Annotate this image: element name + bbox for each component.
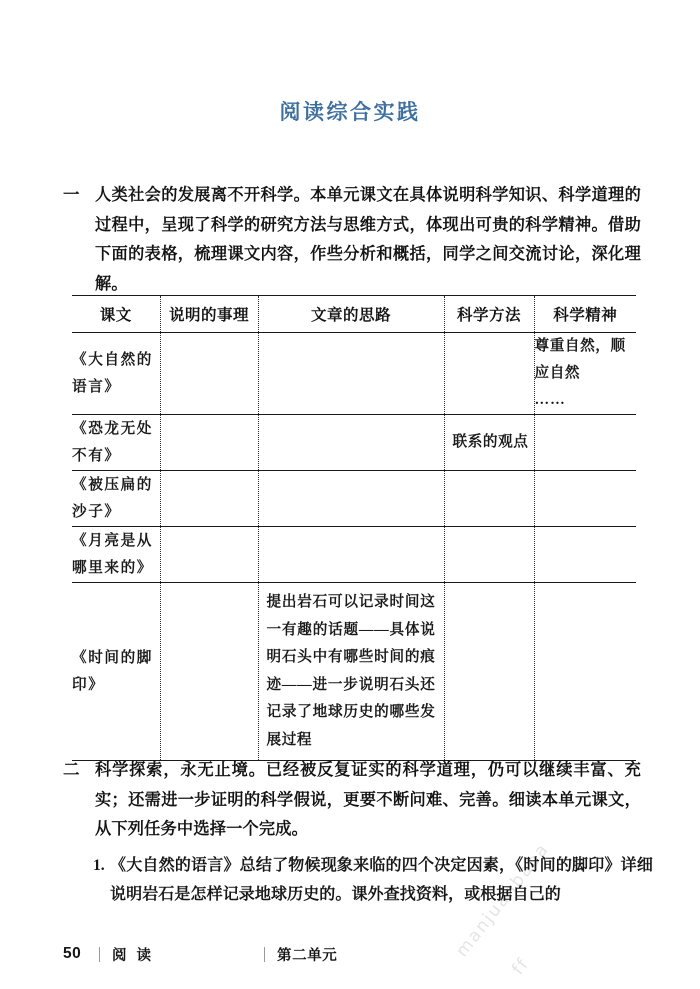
footer-divider-1 xyxy=(99,947,100,962)
task-item-1-marker: 1. xyxy=(93,857,105,874)
table-header-method: 科学方法 xyxy=(444,296,534,333)
cell-structure[interactable] xyxy=(258,527,444,583)
cell-structure[interactable] xyxy=(258,471,444,527)
cell-spirit[interactable] xyxy=(534,333,636,415)
page-title: 阅读综合实践 xyxy=(279,101,421,124)
table-header-lesson: 课文 xyxy=(72,296,160,333)
table-row xyxy=(72,415,636,471)
table-header-structure: 文章的思路 xyxy=(258,296,444,333)
cell-principle[interactable] xyxy=(160,415,258,471)
footer-divider-2 xyxy=(264,947,265,962)
cell-spirit[interactable] xyxy=(534,583,636,761)
cell-structure[interactable] xyxy=(258,333,444,415)
cell-method[interactable]: 联系的观点 xyxy=(444,415,534,471)
cell-method[interactable] xyxy=(444,527,534,583)
watermark-line-1: manjuanbaba xyxy=(452,839,554,961)
section-two-marker: 二 xyxy=(63,761,80,779)
cell-method[interactable] xyxy=(444,471,534,527)
table-header-spirit: 科学精神 xyxy=(534,296,636,333)
footer-section-label: 阅 读 xyxy=(112,947,155,964)
cell-principle[interactable] xyxy=(160,333,258,415)
section-one-marker: 一 xyxy=(63,186,80,204)
task-item-1-text: 《大自然的语言》总结了物候现象来临的四个决定因素，《时间的脚印》详细说明岩石是怎样记录地球历史的。课外查找资料，或根据自己的 xyxy=(110,857,653,903)
table-row xyxy=(72,527,636,583)
section-one xyxy=(63,181,641,299)
table-header-row xyxy=(72,296,636,333)
section-one-text: 人类社会的发展离不开科学。本单元课文在具体说明科学知识、科学道理的过程中，呈现了科学的研究方法与思维方式，体现出可贵的科学精神。借助下面的表格，梳理课文内容，作些分析和概括，同学之间交流讨论，深化理解。 xyxy=(95,186,641,293)
cell-lesson: 《大自然的语言》 xyxy=(72,333,160,415)
footer-unit-label: 第二单元 xyxy=(277,947,338,964)
cell-spirit[interactable] xyxy=(534,415,636,471)
cell-method[interactable] xyxy=(444,333,534,415)
cell-spirit-text: 尊重自然，顺应自然 xyxy=(534,338,626,381)
cell-spirit-ellipsis: …… xyxy=(534,392,566,408)
cell-lesson: 《月亮是从哪里来的》 xyxy=(72,527,160,583)
table-row xyxy=(72,471,636,527)
cell-spirit[interactable] xyxy=(534,471,636,527)
cell-principle[interactable] xyxy=(160,471,258,527)
section-two-text: 科学探索，永无止境。已经被反复证实的科学道理，仍可以继续丰富、充实；还需进一步证明的科学假说，更要不断问难、完善。细读本单元课文，从下列任务中选择一个完成。 xyxy=(95,761,641,838)
section-two xyxy=(63,756,641,845)
footer-page-number: 50 xyxy=(63,945,82,962)
cell-principle[interactable] xyxy=(160,583,258,761)
table-row xyxy=(72,333,636,415)
table-row xyxy=(72,583,636,761)
task-item-1 xyxy=(93,851,653,909)
page-footer xyxy=(63,941,637,967)
cell-structure[interactable]: 提出岩石可以记录时间这一有趣的话题——具体说明石头中有哪些时间的痕迹——进一步说明石头还记录了地球历史的哪些发展过程 xyxy=(258,583,444,761)
cell-method[interactable] xyxy=(444,583,534,761)
lesson-table-wrapper xyxy=(72,295,636,761)
cell-structure[interactable] xyxy=(258,415,444,471)
lesson-table xyxy=(72,295,636,761)
watermark-line-2: ff xyxy=(508,954,534,979)
cell-principle[interactable] xyxy=(160,527,258,583)
cell-spirit[interactable] xyxy=(534,527,636,583)
cell-lesson: 《时间的脚印》 xyxy=(72,583,160,761)
cell-lesson: 《被压扁的沙子》 xyxy=(72,471,160,527)
cell-lesson: 《恐龙无处不有》 xyxy=(72,415,160,471)
table-header-principle: 说明的事理 xyxy=(160,296,258,333)
